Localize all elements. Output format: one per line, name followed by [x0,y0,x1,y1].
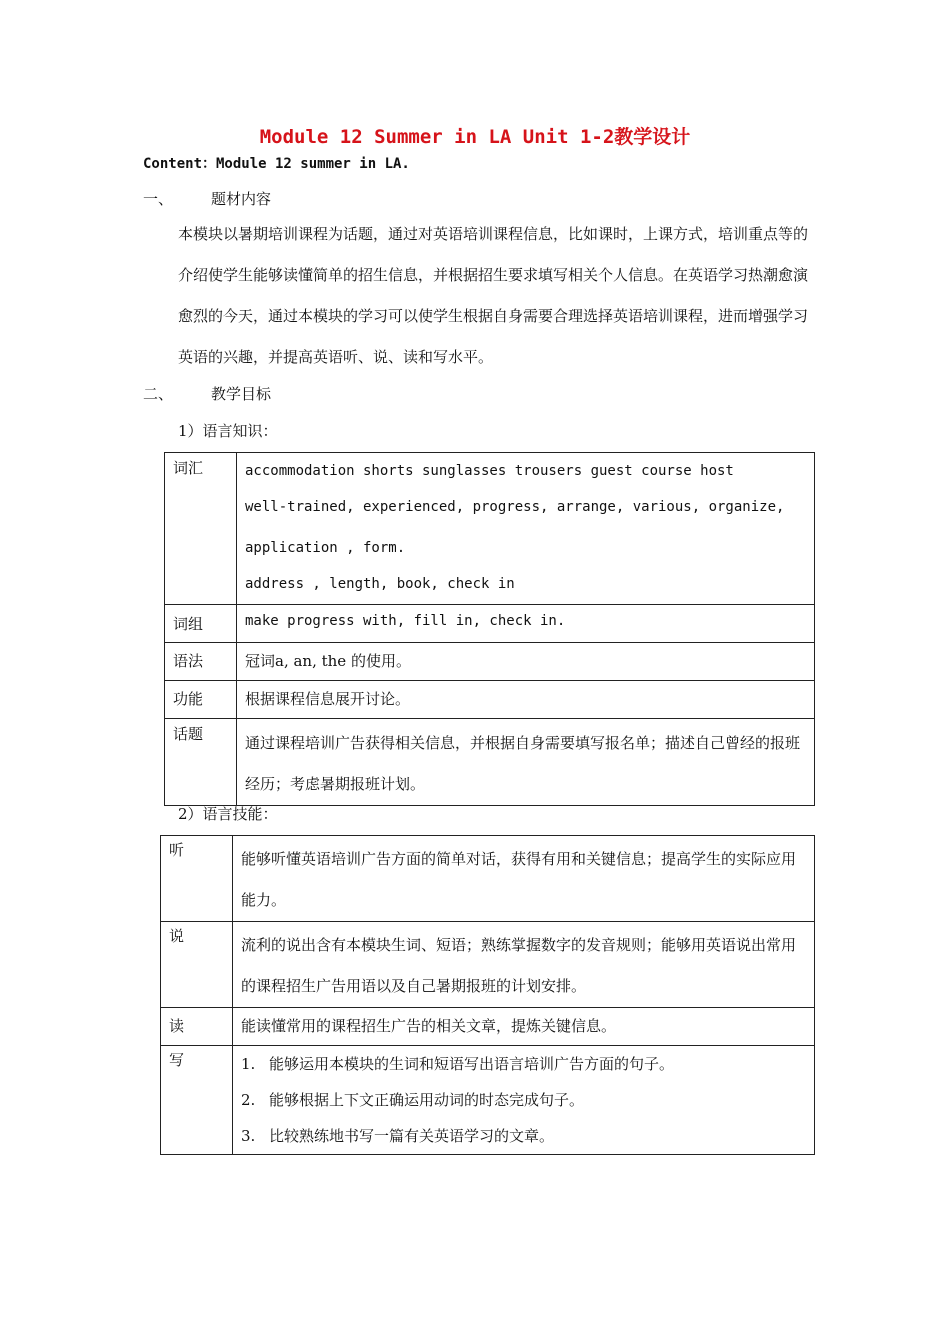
reading-cell: 能读懂常用的课程招生广告的相关文章，提炼关键信息。 [233,1008,815,1046]
vocab-line: accommodation shorts sunglasses trousers guest course host [245,463,734,479]
vocab-line: well-trained, experienced, progress, arrange, various, organize, [245,499,785,515]
row-label: 说 [161,922,233,1008]
row-label: 写 [161,1046,233,1155]
phrases-cell: make progress with, fill in, check in. [237,605,815,643]
item-number: 2. [241,1091,256,1109]
vocabulary-cell [237,453,815,605]
function-cell: 根据课程信息展开讨论。 [237,681,815,719]
vocab-line: address , length, book, check in [245,576,515,592]
list-item [241,1082,806,1118]
table-row [161,922,815,1008]
table-row [161,1046,815,1155]
grammar-cell: 冠词a, an, the 的使用。 [237,643,815,681]
list-item [241,1046,806,1082]
table-row [165,605,815,643]
section2-heading [143,383,271,404]
row-label: 功能 [165,681,237,719]
table-row [165,643,815,681]
item-number: 3. [241,1127,256,1145]
content-line: Content：Module 12 summer in LA. [143,156,410,172]
listening-cell: 能够听懂英语培训广告方面的简单对话，获得有用和关键信息；提高学生的实际应用能力。 [233,836,815,922]
row-label: 话题 [165,719,237,806]
writing-cell [233,1046,815,1155]
table-row [161,836,815,922]
skills-table [160,835,815,1155]
item-text: 能够运用本模块的生词和短语写出语言培训广告方面的句子。 [269,1055,675,1073]
row-label: 读 [161,1008,233,1046]
row-label: 词汇 [165,453,237,605]
table-row [165,681,815,719]
item-text: 比较熟练地书写一篇有关英语学习的文章。 [269,1127,555,1145]
table-row [161,1008,815,1046]
section2-number: 二、 [143,385,174,403]
row-label: 听 [161,836,233,922]
section1-paragraph: 本模块以暑期培训课程为话题，通过对英语培训课程信息，比如课时，上课方式，培训重点等的介绍使学生能够读懂简单的招生信息，并根据招生要求填写相关个人信息。在英语学习热潮愈演愈烈的今天，通过本模块的学习可以使学生根据自身需要合理选择英语培训课程，进而增强学习英语的兴趣，并提高英语听、说、读和写水平。 [178,225,809,366]
speaking-cell: 流利的说出含有本模块生词、短语；熟练掌握数字的发音规则；能够用英语说出常用的课程招生广告用语以及自己暑期报班的计划安排。 [233,922,815,1008]
section1-number: 一、 [143,190,174,208]
vocab-line: application , form. [245,540,406,556]
item-text: 能够根据上下文正确运用动词的时态完成句子。 [269,1091,585,1109]
table-row [165,453,815,605]
section2-title: 教学目标 [211,385,272,403]
topic-cell: 通过课程培训广告获得相关信息，并根据自身需要填写报名单；描述自己曾经的报班经历；考虑暑期报班计划。 [237,719,815,806]
subsection-language-knowledge: 1）语言知识： [178,422,278,440]
item-number: 1. [241,1055,256,1073]
row-label: 语法 [165,643,237,681]
list-item [241,1118,806,1154]
section1-heading [143,188,271,209]
table-row [165,719,815,806]
knowledge-table [164,452,815,806]
row-label: 词组 [165,605,237,643]
subsection-language-skills: 2）语言技能： [178,805,278,823]
document-title: Module 12 Summer in LA Unit 1-2教学设计 [259,126,691,148]
section1-title: 题材内容 [211,190,272,208]
